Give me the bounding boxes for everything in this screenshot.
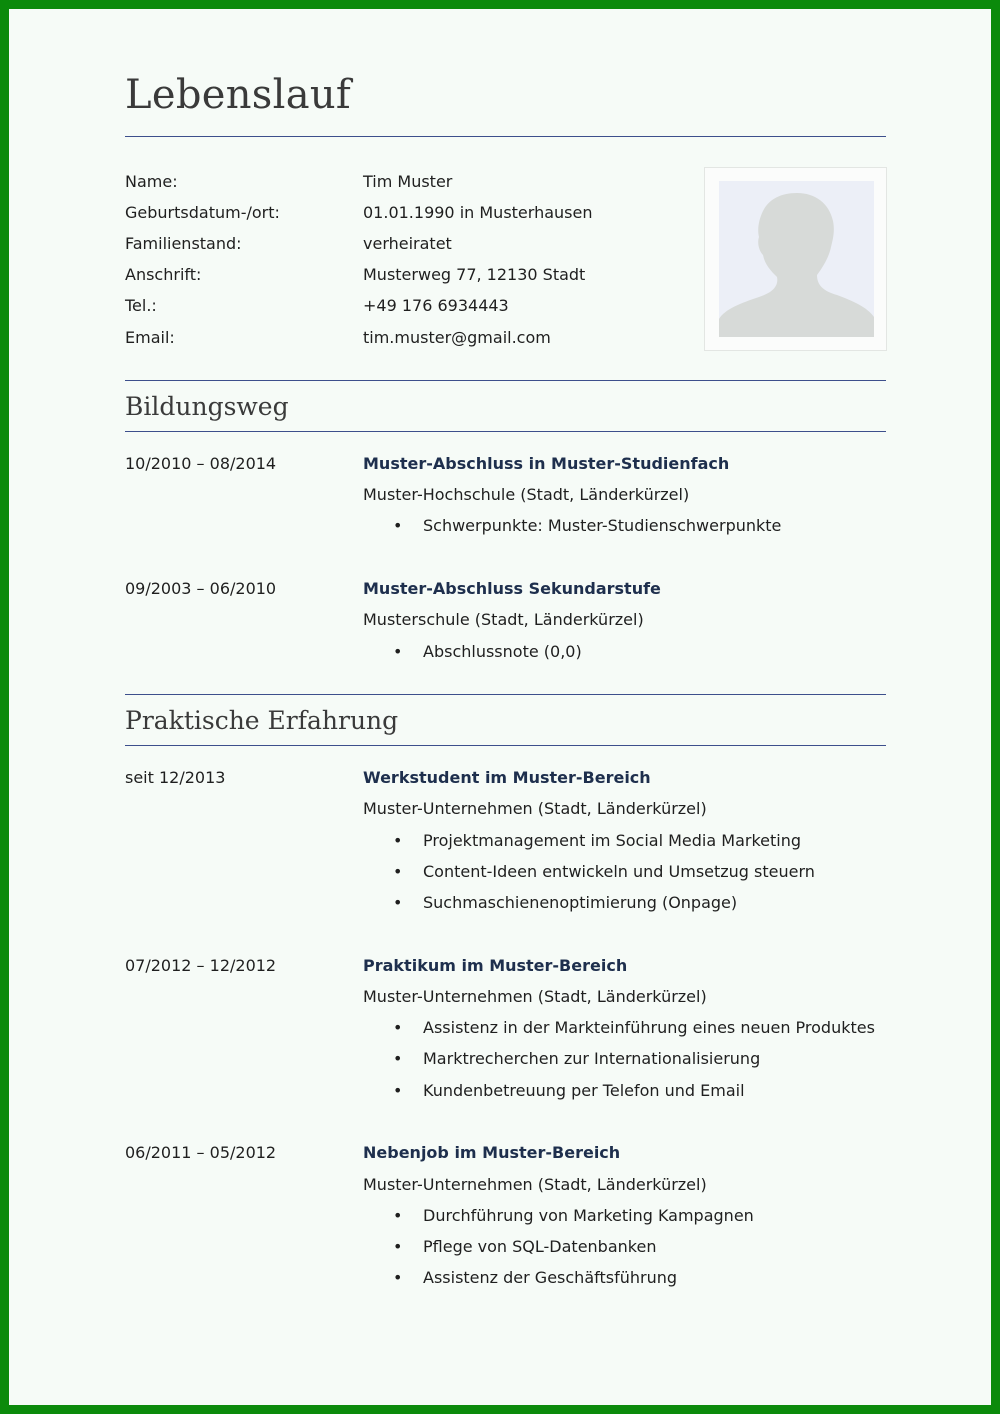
title-rule bbox=[125, 136, 886, 137]
experience-bullet: Kundenbetreuung per Telefon und Email bbox=[423, 1081, 745, 1100]
education-section-title: Bildungsweg bbox=[125, 392, 289, 421]
experience-company: Muster-Unternehmen (Stadt, Länderkürzel) bbox=[363, 987, 707, 1006]
experience-rule-bottom bbox=[125, 745, 886, 746]
experience-bullet: Projektmanagement im Social Media Marketing bbox=[423, 831, 801, 850]
bullet-icon: • bbox=[393, 1206, 403, 1225]
experience-bullet: Assistenz der Geschäftsführung bbox=[423, 1268, 678, 1287]
bullet-icon: • bbox=[393, 862, 403, 881]
personal-value-address: Musterweg 77, 12130 Stadt bbox=[363, 265, 586, 284]
experience-bullet: Durchführung von Marketing Kampagnen bbox=[423, 1206, 754, 1225]
bullet-icon: • bbox=[393, 1049, 403, 1068]
education-institution: Muster-Hochschule (Stadt, Länderkürzel) bbox=[363, 485, 690, 504]
experience-bullet: Assistenz in der Markteinführung eines neuen Produktes bbox=[423, 1018, 875, 1037]
experience-title: Werkstudent im Muster-Bereich bbox=[363, 768, 651, 787]
personal-value-phone: +49 176 6934443 bbox=[363, 296, 509, 315]
personal-value-email: tim.muster@gmail.com bbox=[363, 328, 551, 347]
bullet-icon: • bbox=[393, 831, 403, 850]
personal-value-birth: 01.01.1990 in Musterhausen bbox=[363, 203, 593, 222]
experience-company: Muster-Unternehmen (Stadt, Länderkürzel) bbox=[363, 1175, 707, 1194]
personal-label-status: Familienstand: bbox=[125, 234, 242, 253]
education-title: Muster-Abschluss in Muster-Studienfach bbox=[363, 454, 730, 473]
personal-label-birth: Geburtsdatum-/ort: bbox=[125, 203, 280, 222]
experience-bullet: Pflege von SQL-Datenbanken bbox=[423, 1237, 657, 1256]
experience-company: Muster-Unternehmen (Stadt, Länderkürzel) bbox=[363, 799, 707, 818]
experience-bullet: Marktrecherchen zur Internationalisierung bbox=[423, 1049, 761, 1068]
personal-label-phone: Tel.: bbox=[125, 296, 157, 315]
experience-rule-top bbox=[125, 694, 886, 695]
experience-bullet: Suchmaschienenoptimierung (Onpage) bbox=[423, 893, 738, 912]
education-rule-bottom bbox=[125, 431, 886, 432]
bullet-icon: • bbox=[393, 1237, 403, 1256]
personal-value-name: Tim Muster bbox=[363, 172, 453, 191]
experience-date: 07/2012 – 12/2012 bbox=[125, 956, 277, 975]
bullet-icon: • bbox=[393, 893, 403, 912]
bullet-icon: • bbox=[393, 1268, 403, 1287]
experience-section-title: Praktische Erfahrung bbox=[125, 706, 399, 735]
bullet-icon: • bbox=[393, 516, 403, 535]
photo-frame bbox=[704, 167, 887, 351]
education-date: 09/2003 – 06/2010 bbox=[125, 579, 277, 598]
experience-title: Praktikum im Muster-Bereich bbox=[363, 956, 628, 975]
personal-label-address: Anschrift: bbox=[125, 265, 202, 284]
experience-date: 06/2011 – 05/2012 bbox=[125, 1143, 277, 1162]
experience-title: Nebenjob im Muster-Bereich bbox=[363, 1143, 621, 1162]
personal-label-name: Name: bbox=[125, 172, 178, 191]
education-title: Muster-Abschluss Sekundarstufe bbox=[363, 579, 661, 598]
document-title: Lebenslauf bbox=[125, 72, 352, 118]
education-bullet: Abschlussnote (0,0) bbox=[423, 642, 582, 661]
bullet-icon: • bbox=[393, 1081, 403, 1100]
personal-value-status: verheiratet bbox=[363, 234, 452, 253]
bullet-icon: • bbox=[393, 642, 403, 661]
education-rule-top bbox=[125, 380, 886, 381]
education-institution: Musterschule (Stadt, Länderkürzel) bbox=[363, 610, 644, 629]
education-bullet: Schwerpunkte: Muster-Studienschwerpunkte bbox=[423, 516, 782, 535]
experience-bullet: Content-Ideen entwickeln und Umsetzug steuern bbox=[423, 862, 815, 881]
experience-date: seit 12/2013 bbox=[125, 768, 226, 787]
person-silhouette-icon bbox=[719, 181, 874, 337]
education-date: 10/2010 – 08/2014 bbox=[125, 454, 277, 473]
bullet-icon: • bbox=[393, 1018, 403, 1037]
personal-label-email: Email: bbox=[125, 328, 175, 347]
